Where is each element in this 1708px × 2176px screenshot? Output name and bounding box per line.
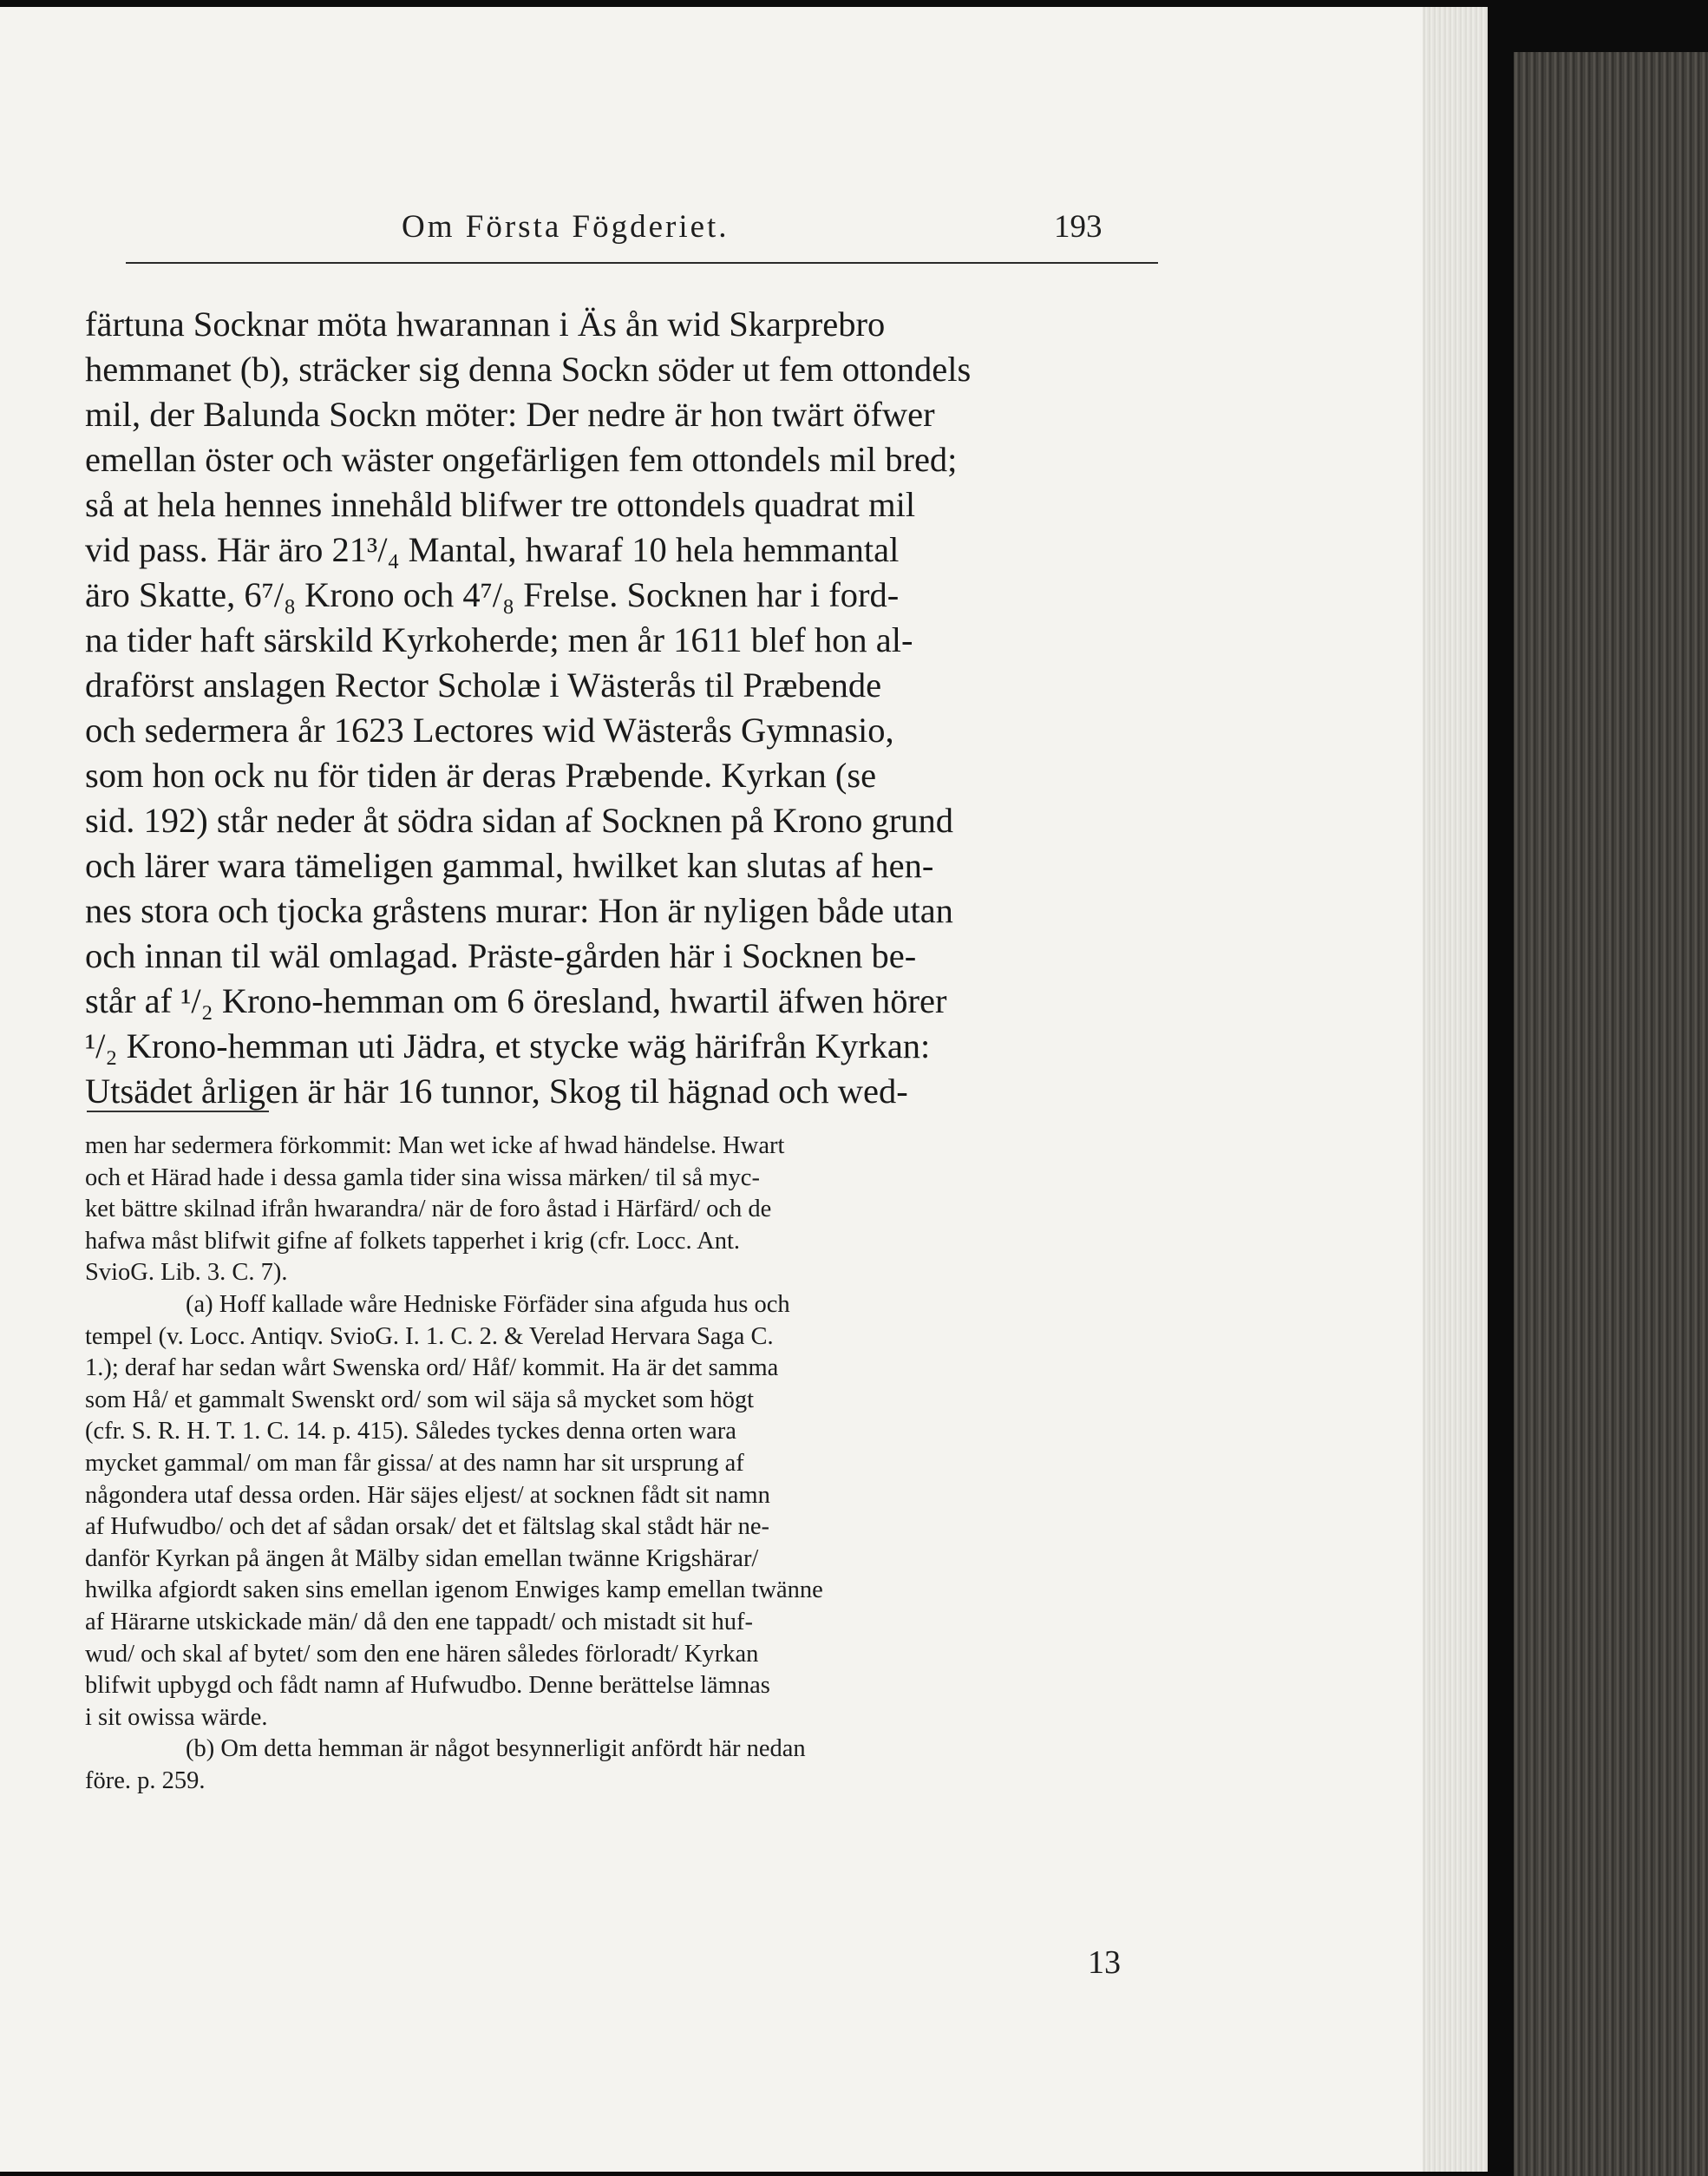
footnote-line: danför Kyrkan på ängen åt Mälby sidan emellan twänne Krigshärar/: [85, 1544, 759, 1572]
signature-mark: 13: [1088, 1944, 1121, 1981]
footnote-line: (a) Hoff kallade wåre Hedniske Förfäder sina afguda hus och: [186, 1290, 790, 1318]
text-line: färtuna Socknar möta hwarannan i Äs ån wid Skarprebro: [85, 305, 886, 344]
text-line: och innan til wäl omlagad. Präste-gården här i Socknen be-: [85, 936, 917, 975]
text-line: vid pass. Här äro 21³/₄ Mantal, hwaraf 10 hela hemmantal: [85, 530, 900, 569]
footnote-line: tempel (v. Locc. Antiqv. SvioG. I. 1. C. 2. & Verelad Hervara Saga C.: [85, 1322, 774, 1350]
text-line: draförst anslagen Rector Scholæ i Wästerås til Præbende: [85, 665, 882, 705]
page-stack-edge: [1423, 7, 1488, 2172]
text-line: så at hela hennes innehåld blifwer tre ottondels quadrat mil: [85, 485, 916, 524]
footnote-line: ket bättre skilnad ifrån hwarandra/ när de foro åstad i Härfärd/ och de: [85, 1196, 772, 1223]
footnote-line: (cfr. S. R. H. T. 1. C. 14. p. 415). Således tyckes denna orten wara: [85, 1418, 736, 1445]
text-line: sid. 192) står neder åt södra sidan af Socknen på Krono grund: [85, 801, 953, 840]
footnote-line: 1.); deraf har sedan wårt Swenska ord/ Håf/ kommit. Ha är det samma: [85, 1354, 779, 1382]
text-line: na tider haft särskild Kyrkoherde; men år 1611 blef hon al-: [85, 620, 913, 659]
footnote-line: (b) Om detta hemman är något besynnerligit anfördt här nedan: [186, 1735, 806, 1763]
footnote-line: hwilka afgiordt saken sins emellan igenom Enwiges kamp emellan twänne: [85, 1576, 823, 1604]
text-line: nes stora och tjocka gråstens murar: Hon är nyligen både utan: [85, 891, 953, 930]
footnote-line: som Hå/ et gammalt Swenskt ord/ som wil säja så mycket som högt: [85, 1386, 754, 1413]
page-number: 193: [1054, 209, 1103, 245]
book-block-edge: [1514, 52, 1708, 2176]
main-text: [85, 302, 1161, 1114]
running-head: [126, 208, 1158, 260]
footnote-line: men har sedermera förkommit: Man wet icke af hwad händelse. Hwart: [85, 1132, 785, 1159]
head-rule: [126, 262, 1158, 264]
text-line: äro Skatte, 6⁷/₈ Krono och 4⁷/₈ Frelse. Socknen har i ford-: [85, 575, 900, 614]
text-line: emellan öster och wäster ongefärligen fem ottondels mil bred;: [85, 440, 958, 479]
footnote-line: i sit owissa wärde.: [85, 1703, 268, 1731]
footnote-line: någondera utaf dessa orden. Här säjes eljest/ at socknen fådt sit namn: [85, 1481, 770, 1509]
text-line: hemmanet (b), sträcker sig denna Sockn söder ut fem ottondels: [85, 350, 972, 389]
text-line: står af ¹/₂ Krono-hemman om 6 öresland, hwartil äfwen hörer: [85, 981, 947, 1020]
footnote-line: SvioG. Lib. 3. C. 7).: [85, 1259, 288, 1287]
footnote-line: före. p. 259.: [85, 1766, 206, 1794]
footnote-line: af Härarne utskickade män/ då den ene tappadt/ och mistadt sit huf-: [85, 1608, 754, 1635]
text-line: och lärer wara tämeligen gammal, hwilket kan slutas af hen-: [85, 846, 934, 885]
footnote-line: af Hufwudbo/ och det af sådan orsak/ det et fältslag skal stådt här ne-: [85, 1513, 770, 1541]
text-line: och sedermera år 1623 Lectores wid Wästerås Gymnasio,: [85, 711, 894, 750]
footnote-line: och et Härad hade i dessa gamla tider sina wissa märken/ til så myc-: [85, 1163, 760, 1191]
text-line: Utsädet årligen är här 16 tunnor, Skog til hägnad och wed-: [85, 1072, 908, 1111]
footnotes: [85, 1131, 1161, 1797]
text-line: som hon ock nu för tiden är deras Præbende. Kyrkan (se: [85, 756, 877, 795]
footnote-line: blifwit upbygd och fådt namn af Hufwudbo. Denne berättelse lämnas: [85, 1672, 770, 1700]
footnote-line: hafwa måst blifwit gifne af folkets tapperhet i krig (cfr. Locc. Ant.: [85, 1227, 740, 1255]
text-line: mil, der Balunda Sockn möter: Der nedre är hon twärt öfwer: [85, 395, 935, 434]
footnote-line: mycket gammal/ om man får gissa/ at des namn har sit ursprung af: [85, 1449, 744, 1477]
running-head-title: Om Första Fögderiet.: [402, 209, 730, 245]
footnote-line: wud/ och skal af bytet/ som den ene hären således förloradt/ Kyrkan: [85, 1640, 759, 1668]
footnote-rule: [87, 1111, 269, 1112]
text-line: ¹/₂ Krono-hemman uti Jädra, et stycke wäg härifrån Kyrkan:: [85, 1026, 931, 1065]
